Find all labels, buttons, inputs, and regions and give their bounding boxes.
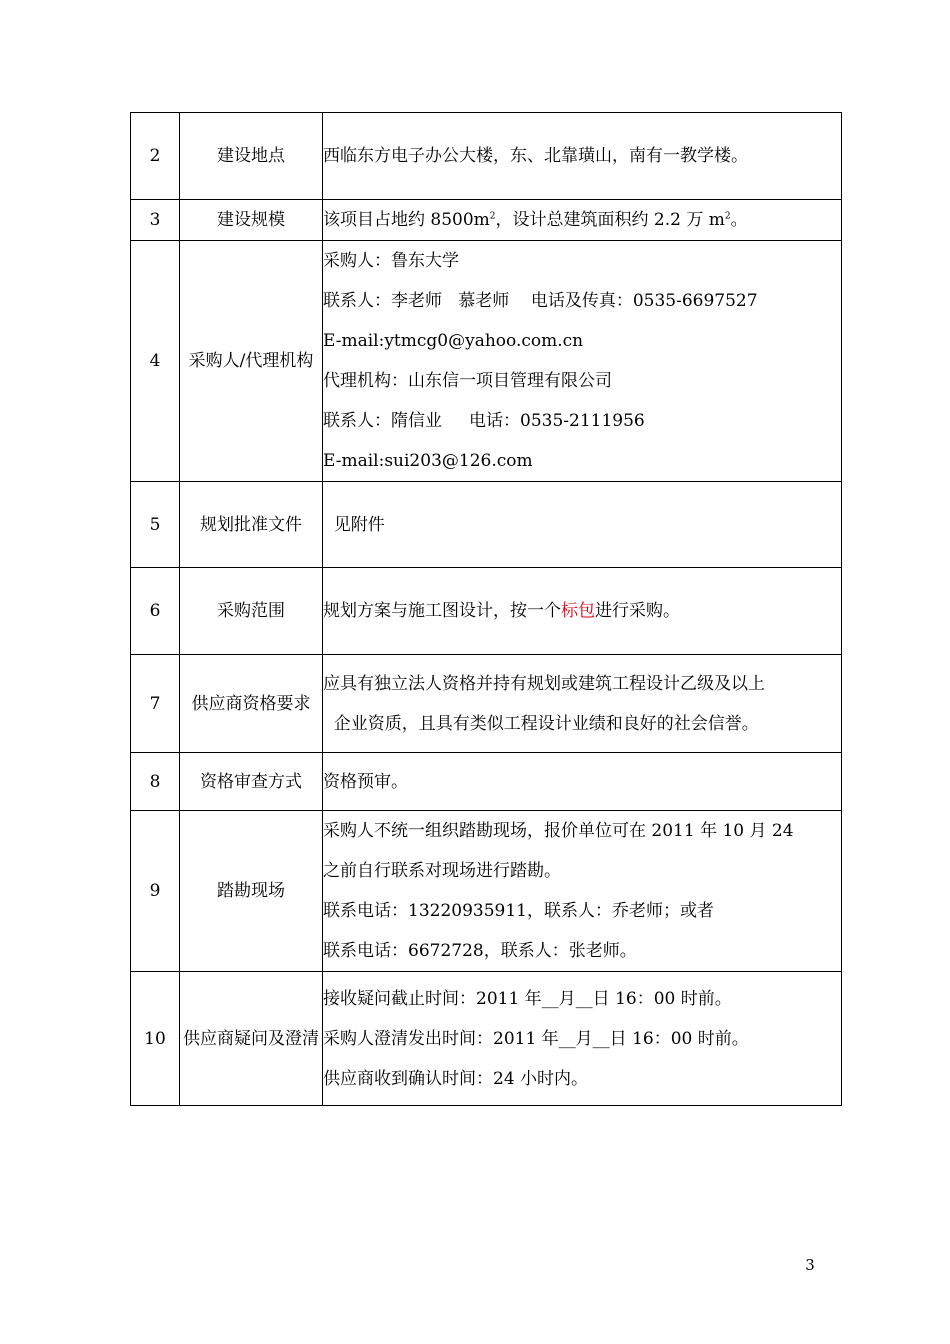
row-value [323, 482, 842, 568]
row-number: 6 [131, 568, 180, 655]
row-label: 踏勘现场 [180, 811, 323, 972]
row-label: 供应商疑问及澄清 [180, 972, 323, 1106]
value-text: 进行采购。 [595, 601, 680, 621]
value-text: 规划方案与施工图设计，按一个 [323, 601, 561, 621]
row-value [323, 972, 842, 1106]
value-line: 采购人澄清发出时间：2011 年__月__日 16：00 时前。 [323, 1028, 749, 1049]
row-value [323, 753, 842, 811]
row-label: 采购人/代理机构 [180, 241, 323, 482]
value-line: 供应商收到确认时间：24 小时内。 [323, 1068, 589, 1089]
row-number: 8 [131, 753, 180, 811]
row-number: 3 [131, 200, 180, 241]
value-line: 资格预审。 [323, 771, 408, 792]
row-value [323, 241, 842, 482]
value-line: 联系人：李老师 慕老师 电话及传真：0535-6697527 [323, 291, 758, 311]
table-row [131, 811, 842, 972]
row-value [323, 113, 842, 200]
value-line: 见附件 [323, 514, 385, 535]
value-line [323, 200, 841, 240]
row-value [323, 811, 842, 972]
value-line: 联系电话：6672728，联系人：张老师。 [323, 941, 637, 961]
value-line: 企业资质，且具有类似工程设计业绩和良好的社会信誉。 [323, 713, 759, 734]
row-value [323, 200, 842, 241]
row-number: 2 [131, 113, 180, 200]
row-number: 5 [131, 482, 180, 568]
table-row [131, 241, 842, 482]
highlighted-text: 标包 [561, 601, 595, 621]
value-line: 西临东方电子办公大楼，东、北靠璜山，南有一教学楼。 [323, 146, 748, 166]
value-line: E-mail:ytmcg0@yahoo.com.cn [323, 331, 584, 351]
table-row [131, 753, 842, 811]
value-line: 采购人不统一组织踏勘现场，报价单位可在 2011 年 10 月 24 [323, 821, 794, 841]
table-row [131, 568, 842, 655]
value-line: 应具有独立法人资格并持有规划或建筑工程设计乙级及以上 [323, 673, 765, 694]
table-row [131, 972, 842, 1106]
value-line: 之前自行联系对现场进行踏勘。 [323, 861, 561, 881]
row-label: 供应商资格要求 [180, 655, 323, 753]
row-label: 建设规模 [180, 200, 323, 241]
table-row [131, 200, 842, 241]
value-line: E-mail:sui203@126.com [323, 451, 533, 471]
value-line: 接收疑问截止时间：2011 年__月__日 16：00 时前。 [323, 988, 732, 1009]
row-value [323, 655, 842, 753]
row-label: 资格审查方式 [180, 753, 323, 811]
value-line: 联系电话：13220935911，联系人：乔老师；或者 [323, 901, 714, 921]
value-line: 联系人：隋信业 电话：0535-2111956 [323, 411, 645, 431]
superscript: 2 [489, 211, 496, 222]
row-value [323, 568, 842, 655]
page-number: 3 [805, 1256, 815, 1274]
row-label: 采购范围 [180, 568, 323, 655]
table-row [131, 655, 842, 753]
value-line: 采购人：鲁东大学 [323, 251, 459, 271]
row-label: 规划批准文件 [180, 482, 323, 568]
row-number: 7 [131, 655, 180, 753]
value-text: 。 [730, 210, 748, 230]
value-line [323, 591, 841, 631]
row-number: 9 [131, 811, 180, 972]
row-number: 10 [131, 972, 180, 1106]
requirements-table [130, 112, 842, 1106]
superscript: 2 [724, 211, 731, 222]
value-text: 该项目占地约 8500m [323, 210, 490, 230]
row-number: 4 [131, 241, 180, 482]
value-text: ，设计总建筑面积约 2.2 万 m [495, 210, 725, 230]
row-label: 建设地点 [180, 113, 323, 200]
value-line: 代理机构：山东信一项目管理有限公司 [323, 371, 612, 391]
table-row [131, 482, 842, 568]
table-row [131, 113, 842, 200]
